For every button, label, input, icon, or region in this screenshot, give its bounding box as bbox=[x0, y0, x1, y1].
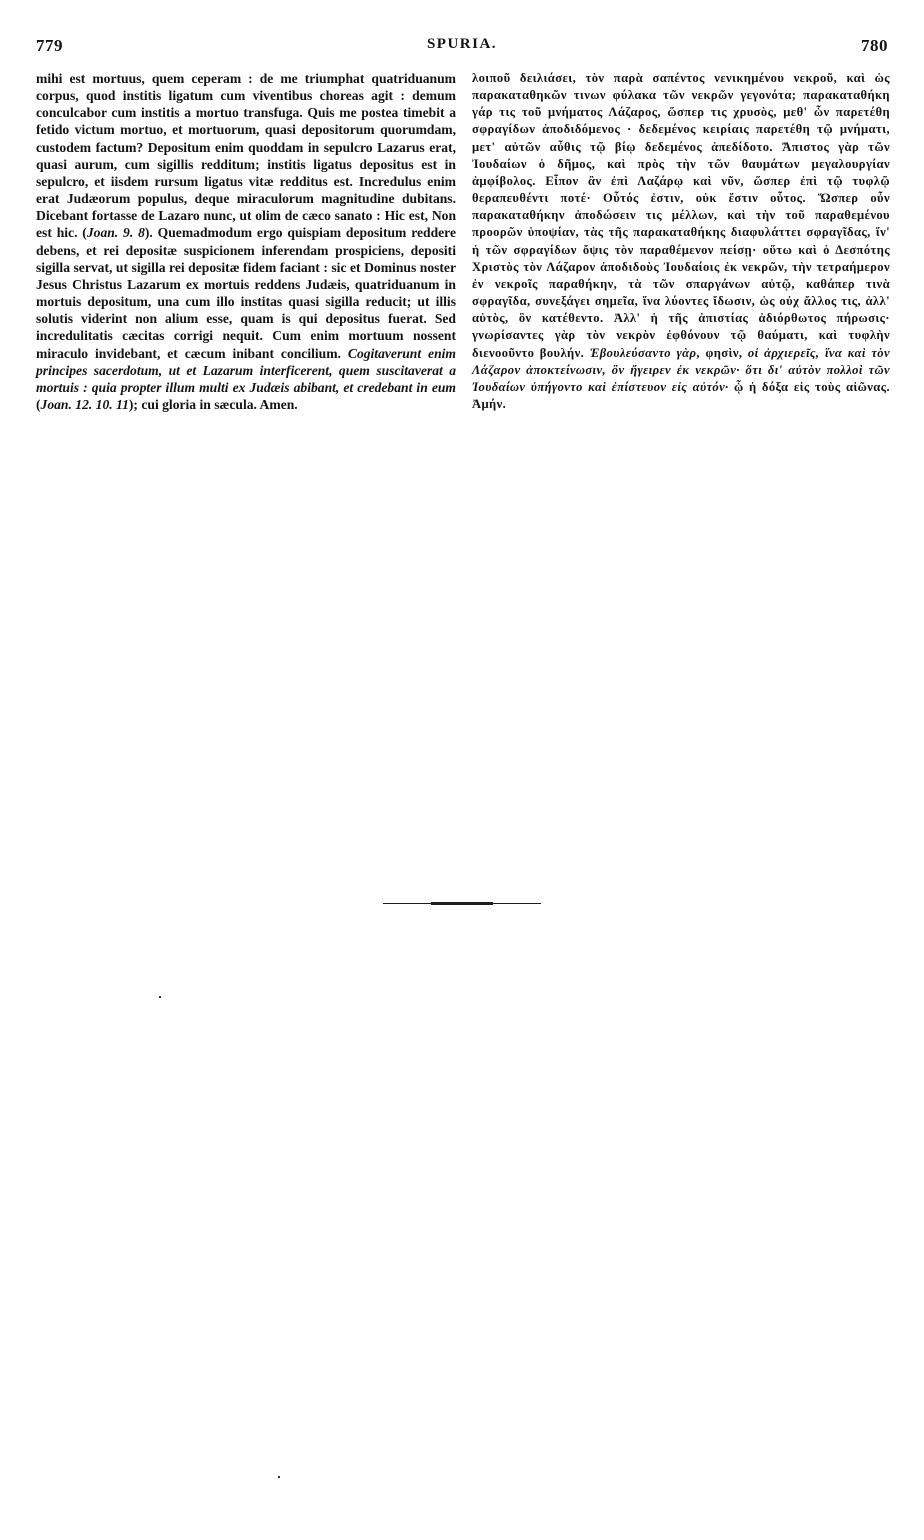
latin-text-3: ( bbox=[36, 396, 41, 412]
latin-text-4: ); cui gloria in sæcula. Amen. bbox=[128, 396, 298, 412]
greek-text-1: λοιποῦ δειλιάσει, τὸν παρὰ σαπέντος νενικημένου νεκροῦ, καὶ ὡς παρακαταθηκῶν τινων φύλακα τῶν νεκρῶν γεγονότα; παρακαταθήκη γάρ τις τοῦ μνήματος Λάζαρος, ὥσπερ τις χρυσὸς, μεθ' ὧν παρετέθη σφραγίδων ἀποδιδόμενος · δεδεμένος κειρίαις παρετέθη τῷ μνήματι, μετ' αὐτῶν αὖθις τῷ βίῳ δεδεμένος ἀπεδίδοτο. Ἄπιστος γὰρ τῶν Ἰουδαίων ὁ δῆμος, καὶ πρὸς τὴν τῶν θαυμάτων μεγαλουργίαν ἀμφίβολος. Εἶπον ἂν ἐπὶ Λαζάρῳ καὶ νῦν, ὥσπερ ἐπὶ τῷ τυφλῷ θεραπευθέντι ποτέ· Οὗτός ἐστιν, οὐκ ἔστιν οὗτος. Ὥσπερ οὖν παρακαταθήκην ἀποδώσειν τις μέλλων, καὶ τὴν τοῦ παραθεμένου προορῶν ὑποψίαν, τὰς τῆς παρακαταθήκης διαφυλάττει σφραγῖδας, ἵν' ἡ τῶν σφραγίδων ὄψις τὸν παραθέμενον πείσῃ· οὕτω καὶ ὁ Δεσπότης Χριστὸς τὸν Λάζαρον ἀποδιδοὺς Ἰουδαίοις ἐκ νεκρῶν, τὴν τετραήμερον ἐν νεκροῖς παραθήκην, τὰ τῶν σπαργάνων αὐτῷ, καθάπερ τινὰ σφραγῖδα, συνεξάγει σημεῖα, ἵνα λύοντες ἴδωσιν, ὡς οὐχ ἄλλος τις, ἀλλ' αὐτὸς, ὃν κατέθεντο. Ἀλλ' ἡ τῆς ἀπιστίας ἀδιόρθωτος πήρωσις· γνωρίσαντες γὰρ τὸν νεκρὸν ἐφθόνουν τῷ θαύματι, καὶ τυφλὴν διενοοῦντο βουλήν. bbox=[472, 71, 890, 360]
page-number-right: 780 bbox=[861, 36, 888, 55]
greek-scripture-quote-2: οἱ ἀρχιερεῖς, ἵνα καὶ τὸν Λάζαρον ἀποκτείνωσιν, ὃν ἤγειρεν ἐκ νεκρῶν· ὅτι δι' αὐτὸν πολλοὶ τῶν Ἰουδαίων ὑπήγοντο καὶ ἐπίστευον εἰς αὐτόν· bbox=[472, 345, 890, 394]
section-divider bbox=[383, 902, 541, 905]
latin-text-1: mihi est mortuus, quem ceperam : de me triumphat quatriduanum corpus, quod institis ligatum cum viventibus choreas agit : demum conculcabor cum institis a mortuo transfuga. Quis me postea timebit a fetido victum mortuo, et mortuorum, quasi depositorum quorumdam, custodem factum? Depositum enim quoddam in sepulcro Lazarus erat, quasi aurum, cum sigillis redditum; institis ligatus depositus est in sepulcro, et iisdem rursum ligatus vitæ redditus est. Incredulus enim erat Judæorum populus, deque miraculorum magnitudine dubitans. Dicebant fortasse de Lazaro nunc, ut olim de cæco sanato : Hic est, Non est hic. ( bbox=[36, 71, 456, 241]
greek-text-3: ᾧ ἡ δόξα εἰς τοὺς αἰῶνας. Ἀμήν. bbox=[472, 379, 891, 411]
greek-column bbox=[472, 70, 890, 413]
latin-column bbox=[36, 70, 456, 413]
scan-speck bbox=[278, 1476, 280, 1478]
scan-speck bbox=[159, 996, 161, 998]
latin-text-2: ). Quemadmodum ergo quispiam depositum reddere debens, et rei depositæ suspicionem inferendam prospiciens, depositi sigilla servat, ut sigilla rei depositæ fidem faciant : sic et Dominus noster Jesus Christus Lazarum ex mortuis reddens Judæis, quatriduanum in mortuis depositum, una cum illo institas quasi sigilla reducit; ut illis solutis viderint non alium esse, quam is qui depositus fuerat. Sed incredulitatis cæcitas corrigi nequit. Cum enim mortuum nossent miraculo invidebant, et cæcum inibant concilium. bbox=[36, 225, 456, 361]
page-number-left: 779 bbox=[36, 36, 63, 55]
page-header bbox=[36, 36, 888, 58]
latin-scripture-quote: Cogitaverunt enim principes sacerdotum, ut et Lazarum interficerent, quem suscitaverat a mortuis : quia propter illum multi ex Judæis abibant, et credebant in eum bbox=[36, 345, 457, 395]
greek-scripture-quote-1: Ἐβουλεύσαντο γὰρ bbox=[589, 345, 697, 360]
latin-reference-1: Joan. 9. 8 bbox=[86, 225, 145, 241]
running-title: SPURIA. bbox=[426, 36, 498, 52]
divider-ornament bbox=[431, 902, 493, 905]
latin-reference-2: Joan. 12. 10. 11 bbox=[40, 396, 129, 412]
greek-text-2: , φησὶν, bbox=[696, 345, 748, 360]
